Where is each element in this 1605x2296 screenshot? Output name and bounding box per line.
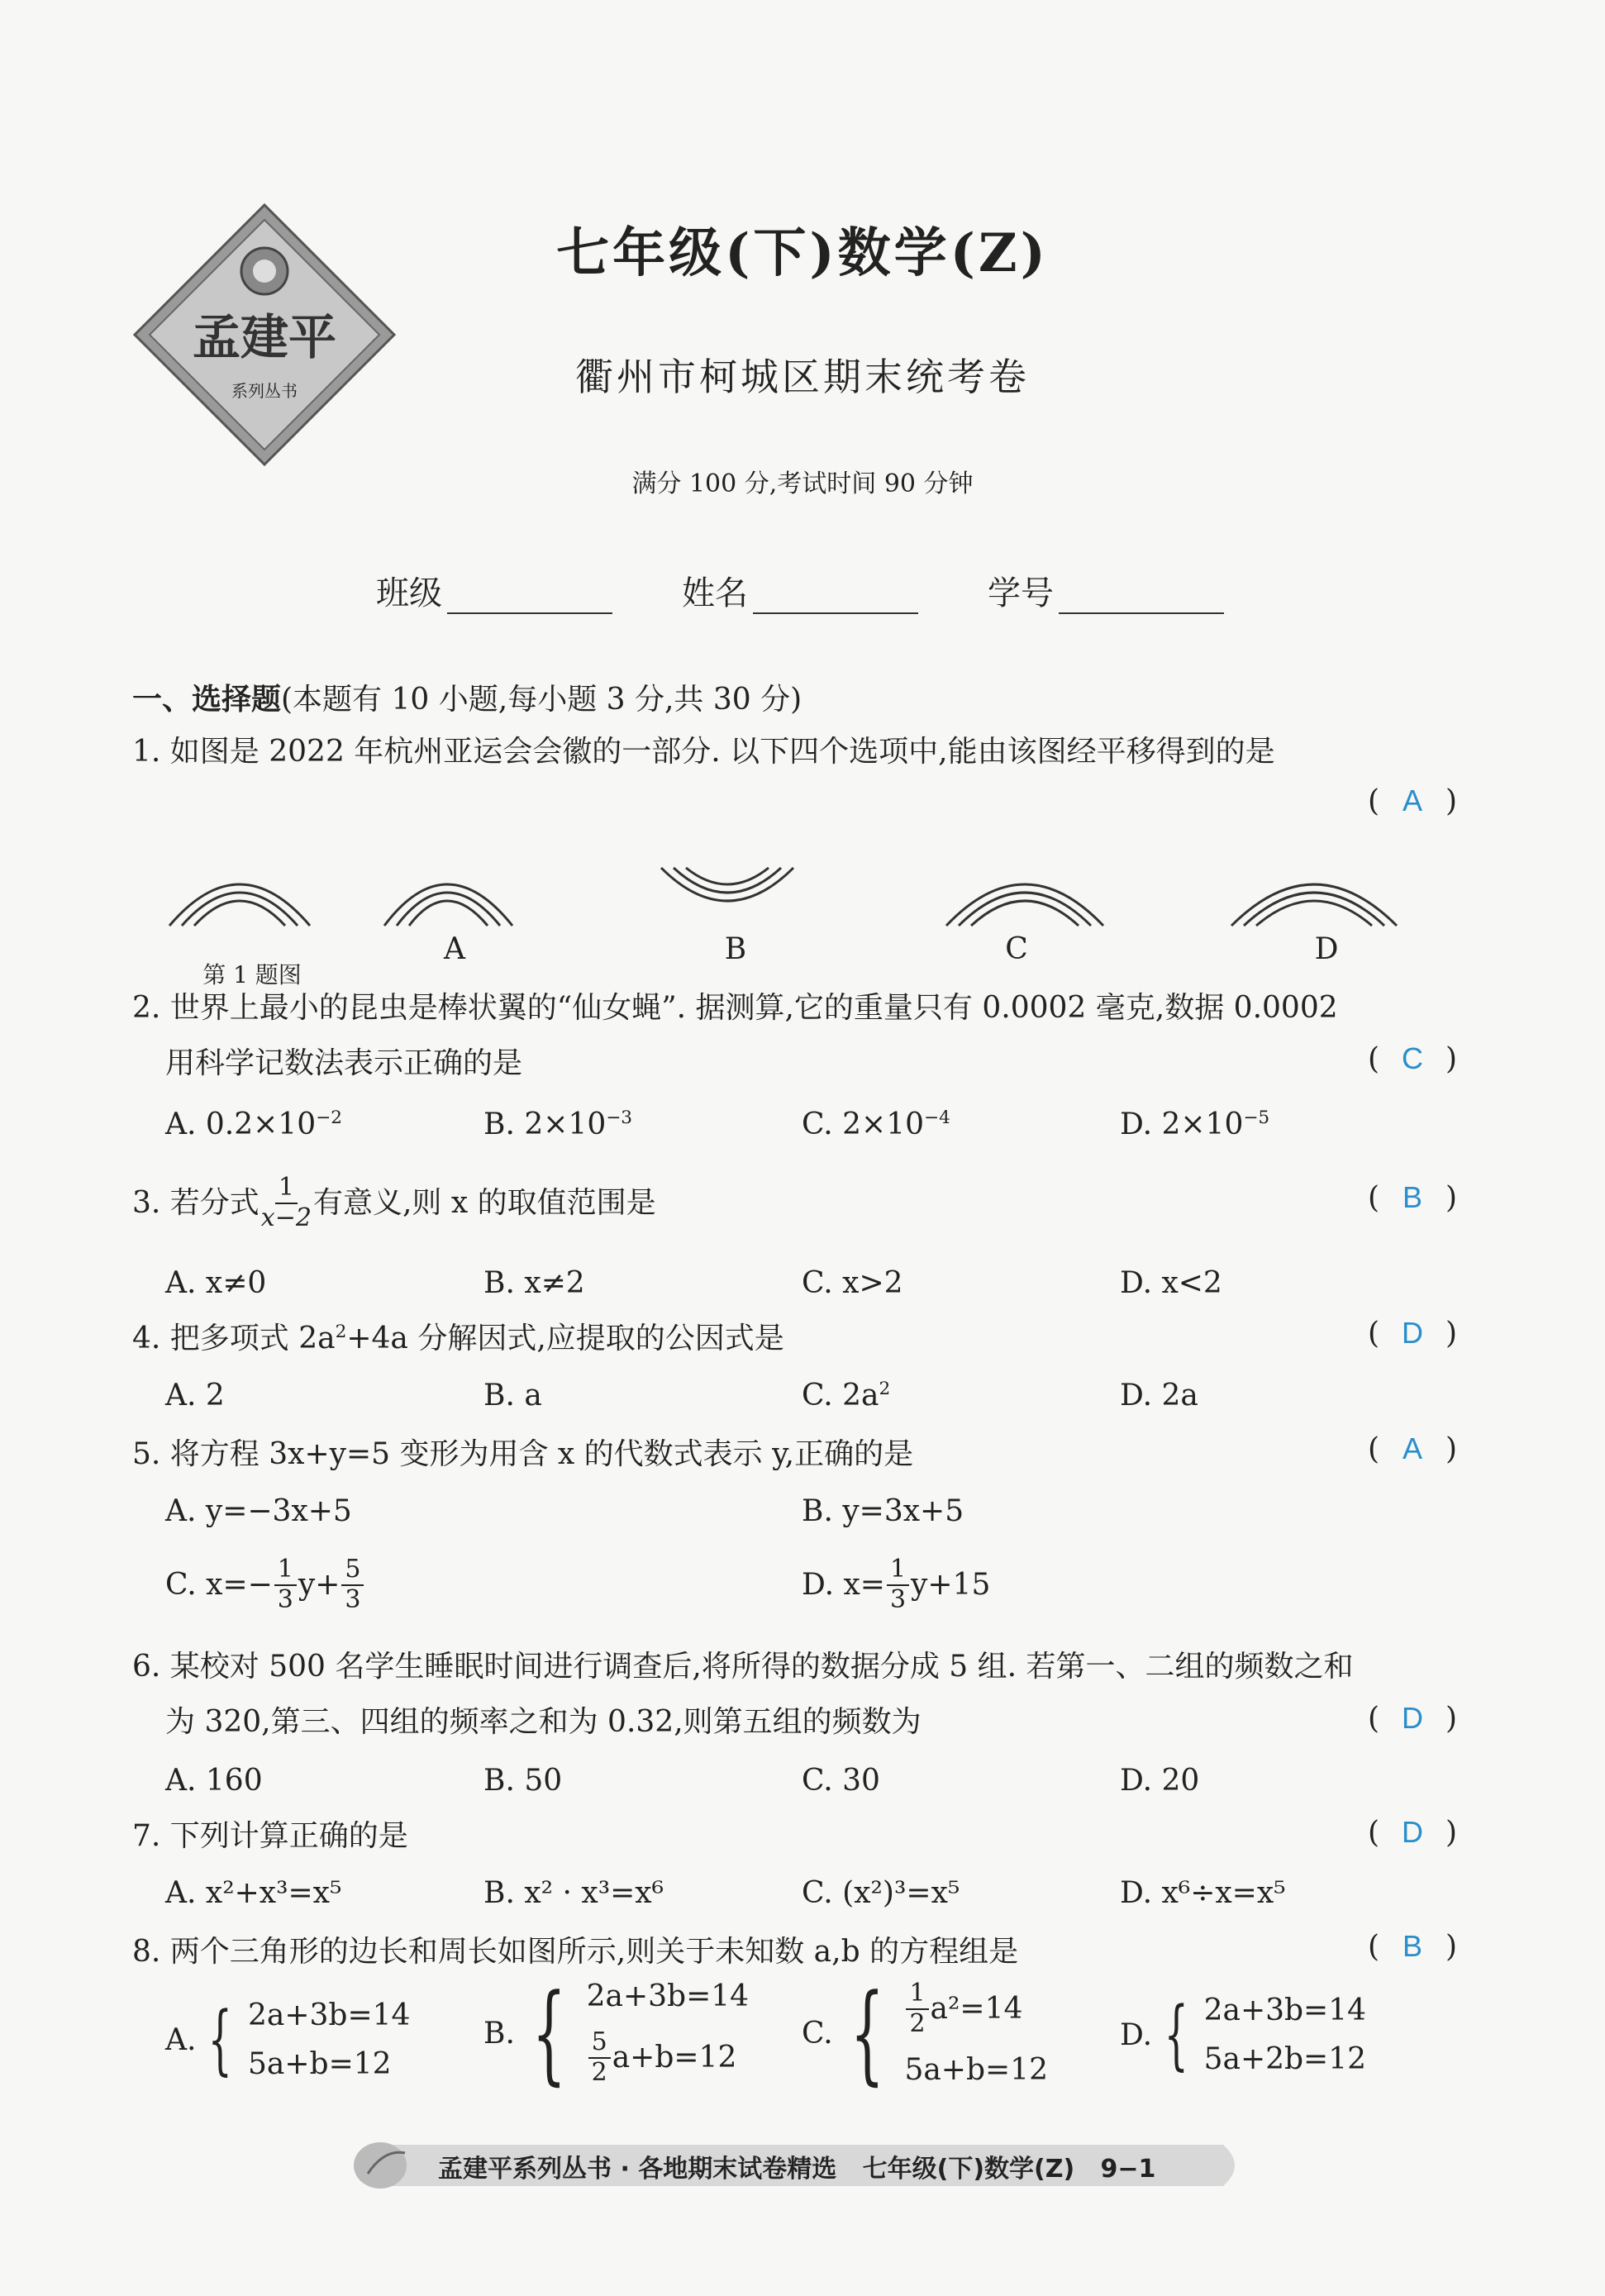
q1-figure	[165, 843, 1455, 954]
q2-answer: ( C )	[1368, 1041, 1458, 1076]
name-field[interactable]	[682, 567, 918, 614]
logo-sub: 系列丛书	[231, 381, 298, 401]
q8-text: 8. 两个三角形的边长和周长如图所示,则关于未知数 a,b 的方程组是	[132, 1935, 1019, 1969]
q8-option-b: B. { 2a+3b=14 $\frac{5}{2}$ a+b=12	[483, 1970, 750, 2096]
q3-option-d: D. x<2	[1120, 1266, 1222, 1300]
q2-option-d: D. $2\times 10^{-5}$	[1120, 1108, 1270, 1141]
q2-option-c: C. $2\times 10^{-4}$	[802, 1108, 950, 1141]
q7-option-a: A. x²+x³=x⁵	[165, 1876, 342, 1910]
q7-option-c: C. (x²)³=x⁵	[802, 1876, 960, 1910]
q8-option-a: A. { 2a+3b=14 5a+b=12	[165, 1995, 411, 2084]
id-field[interactable]	[988, 567, 1224, 614]
q2-option-a: A. $0.2\times 10^{-2}$	[165, 1108, 342, 1141]
q4-option-a: A. 2	[165, 1379, 225, 1412]
q3-option-a: A. x≠0	[165, 1266, 267, 1300]
q5-answer: ( A )	[1368, 1431, 1458, 1466]
q8-option-c: C. { $\frac{1}{2}$ a²=14 5a+b=12	[802, 1970, 1048, 2096]
q2-line2: 用科学记数法表示正确的是	[165, 1046, 523, 1080]
q1-label-a: A	[444, 932, 465, 966]
q6-option-a: A. 160	[165, 1764, 263, 1798]
class-label: 班级	[376, 574, 442, 612]
name-label: 姓名	[682, 574, 748, 612]
q1-label-d: D	[1314, 932, 1339, 966]
q8-answer: ( B )	[1368, 1929, 1458, 1964]
footer-text: 孟建平系列丛书 · 各地期末试卷精选 七年级(下)数学(Z) 9−1	[438, 2155, 1156, 2184]
q6-option-b: B. 50	[483, 1764, 563, 1798]
q5-option-d: D. x= $\frac{1}{3}$ y+15	[802, 1555, 991, 1614]
logo-text: 孟建平	[192, 309, 337, 365]
q4-option-b: B. a	[483, 1379, 542, 1412]
q6-option-d: D. 20	[1120, 1764, 1200, 1798]
q7-option-d: D. x⁶÷x=x⁵	[1120, 1876, 1286, 1910]
class-field[interactable]	[376, 567, 612, 614]
exam-subtitle: 衢州市柯城区期末统考卷	[575, 355, 1030, 399]
q2-line1: 2. 世界上最小的昆虫是棒状翼的“仙女蝇”. 据测算,它的重量只有 0.0002 毫克,数据 0.0002	[132, 991, 1338, 1025]
q1-text: 1. 如图是 2022 年杭州亚运会会徽的一部分. 以下四个选项中,能由该图经平移得到的是	[132, 735, 1275, 769]
q7-text: 7. 下列计算正确的是	[132, 1819, 408, 1853]
q3-answer: ( B )	[1368, 1180, 1458, 1215]
q5-option-b: B. y=3x+5	[802, 1494, 964, 1528]
section-heading: 一、选择题(本题有 10 小题,每小题 3 分,共 30 分)	[132, 682, 802, 717]
q1-fig-caption: 第 1 题图	[202, 961, 302, 988]
page-title: 七年级(下)数学(Z)	[556, 222, 1049, 284]
q6-line2: 为 320,第三、四组的频率之和为 0.32,则第五组的频数为	[165, 1705, 922, 1739]
q1-label-c: C	[1005, 932, 1028, 966]
q5-text: 5. 将方程 3x+y=5 变形为用含 x 的代数式表示 y,正确的是	[132, 1437, 914, 1471]
q4-option-c: C. $2a^2$	[802, 1379, 891, 1412]
q3-option-b: B. x≠2	[483, 1266, 585, 1300]
q4-text: 4. 把多项式 $2a^2+4a$ 分解因式,应提取的公因式是	[132, 1322, 784, 1355]
q3-text: 3. 若分式 $\frac{1}{x-2}$ 有意义,则 x 的取值范围是	[132, 1173, 656, 1232]
q1-answer: ( A )	[1368, 784, 1458, 818]
q6-line1: 6. 某校对 500 名学生睡眠时间进行调查后,将所得的数据分成 5 组. 若第一、二组的频数之和	[132, 1650, 1354, 1684]
q2-option-b: B. $2\times 10^{-3}$	[483, 1108, 633, 1141]
q5-option-a: A. y=−3x+5	[165, 1494, 352, 1528]
id-label: 学号	[988, 574, 1054, 612]
q5-option-c: C. x=− $\frac{1}{3}$ y+ $\frac{5}{3}$	[165, 1555, 365, 1614]
q6-option-c: C. 30	[802, 1764, 880, 1798]
q6-answer: ( D )	[1368, 1701, 1458, 1736]
q7-answer: ( D )	[1368, 1815, 1458, 1850]
footer-banner	[347, 2136, 1248, 2194]
q1-label-b: B	[724, 932, 747, 966]
q4-option-d: D. 2a	[1120, 1379, 1198, 1412]
q4-answer: ( D )	[1368, 1316, 1458, 1350]
q3-option-c: C. x>2	[802, 1266, 903, 1300]
q7-option-b: B. x² · x³=x⁶	[483, 1876, 664, 1910]
q8-option-d: D. { 2a+3b=14 5a+2b=12	[1120, 1990, 1367, 2079]
exam-meta: 满分 100 分,考试时间 90 分钟	[631, 469, 974, 498]
